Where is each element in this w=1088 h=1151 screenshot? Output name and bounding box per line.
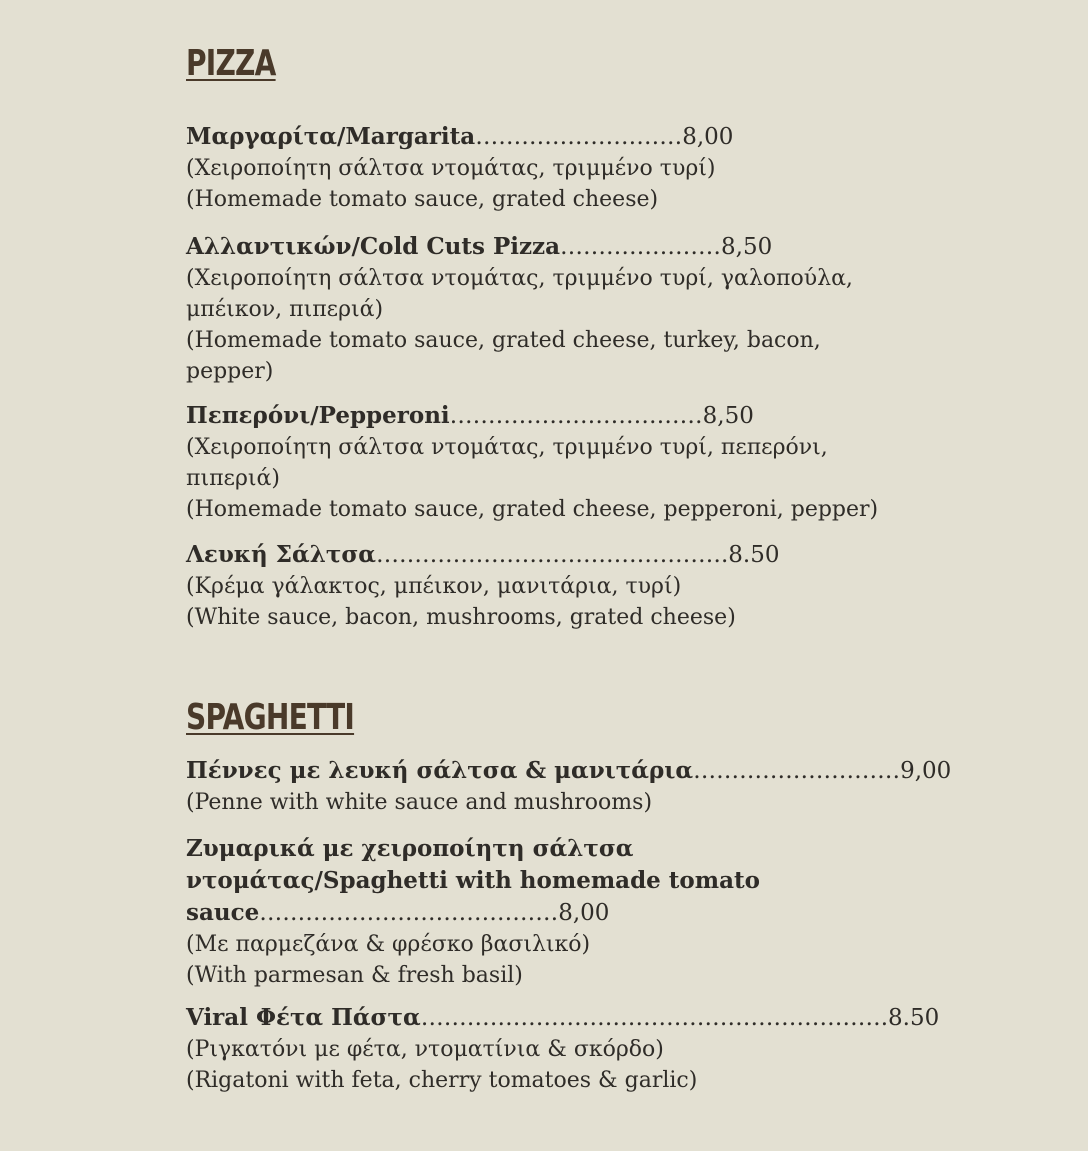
item-desc-greek: (Ριγκατόνι με φέτα, ντοματίνια & σκόρδο) [186, 1037, 664, 1062]
item-name: Αλλαντικών/Cold Cuts Pizza [186, 233, 560, 260]
item-price: 8,00 [558, 900, 610, 926]
item-desc-english: (Penne with white sauce and mushrooms) [186, 790, 653, 815]
menu-item-penne [186, 755, 952, 818]
section-title-spaghetti: SPAGHETTI [186, 697, 355, 738]
leader-dots: ……………………………………………………. [420, 1005, 889, 1031]
leader-dots: ……………………… [693, 758, 901, 784]
leader-dots: ………………………………………. [375, 542, 729, 568]
item-name: Λευκή Σάλτσα [186, 541, 376, 568]
item-name: Μαργαρίτα/Margarita [186, 123, 476, 150]
item-name: Viral Φέτα Πάστα [186, 1004, 421, 1031]
menu-item-feta-pasta [186, 1002, 940, 1096]
leader-dots: ……………………… [475, 124, 683, 150]
item-desc-english: (Rigatoni with feta, cherry tomatoes & garlic) [186, 1068, 698, 1093]
item-desc-greek: (Χειροποίητη σάλτσα ντομάτας, τριμμένο τυρί, πεπερόνι, πιπεριά) [186, 435, 828, 491]
item-name: Πέννες με λευκή σάλτσα & μανιτάρια [186, 757, 694, 784]
item-desc-english: (Homemade tomato sauce, grated cheese, pepperoni, pepper) [186, 497, 879, 522]
item-desc-english: (Homemade tomato sauce, grated cheese) [186, 187, 659, 212]
item-price: 8,00 [682, 124, 734, 150]
menu-item-pepperoni [186, 400, 906, 525]
item-price: 8.50 [728, 542, 780, 568]
item-price: 8,50 [702, 403, 754, 429]
item-price: 9,00 [900, 758, 952, 784]
menu-item-margarita [186, 121, 906, 215]
item-desc-greek: (Κρέμα γάλακτος, μπέικον, μανιτάρια, τυρί) [186, 574, 682, 599]
leader-dots: …………………………… [449, 403, 703, 429]
menu-item-cold-cuts [186, 231, 906, 387]
item-name: Πεπερόνι/Pepperoni [186, 402, 450, 429]
menu-item-white-sauce [186, 539, 906, 633]
item-name: Ζυμαρικά με χειροποίητη σάλτσα ντομάτας/Spaghetti with homemade tomato sauce [186, 835, 760, 926]
section-title-pizza: PIZZA [186, 43, 276, 84]
item-price: 8.50 [888, 1005, 940, 1031]
item-desc-greek: (Με παρμεζάνα & φρέσκο βασιλικό) [186, 932, 591, 957]
item-desc-greek: (Χειροποίητη σάλτσα ντομάτας, τριμμένο τυρί, γαλοπούλα, μπέικον, πιπεριά) [186, 266, 853, 322]
item-desc-english: (With parmesan & fresh basil) [186, 963, 523, 988]
item-desc-english: (White sauce, bacon, mushrooms, grated cheese) [186, 605, 736, 630]
leader-dots: ………………… [560, 234, 721, 260]
item-price: 8,50 [721, 234, 773, 260]
leader-dots: ………………………………… [259, 900, 559, 926]
menu-item-spaghetti-tomato [186, 833, 876, 991]
item-desc-greek: (Χειροποίητη σάλτσα ντομάτας, τριμμένο τυρί) [186, 156, 716, 181]
item-desc-english: (Homemade tomato sauce, grated cheese, turkey, bacon, pepper) [186, 328, 821, 384]
